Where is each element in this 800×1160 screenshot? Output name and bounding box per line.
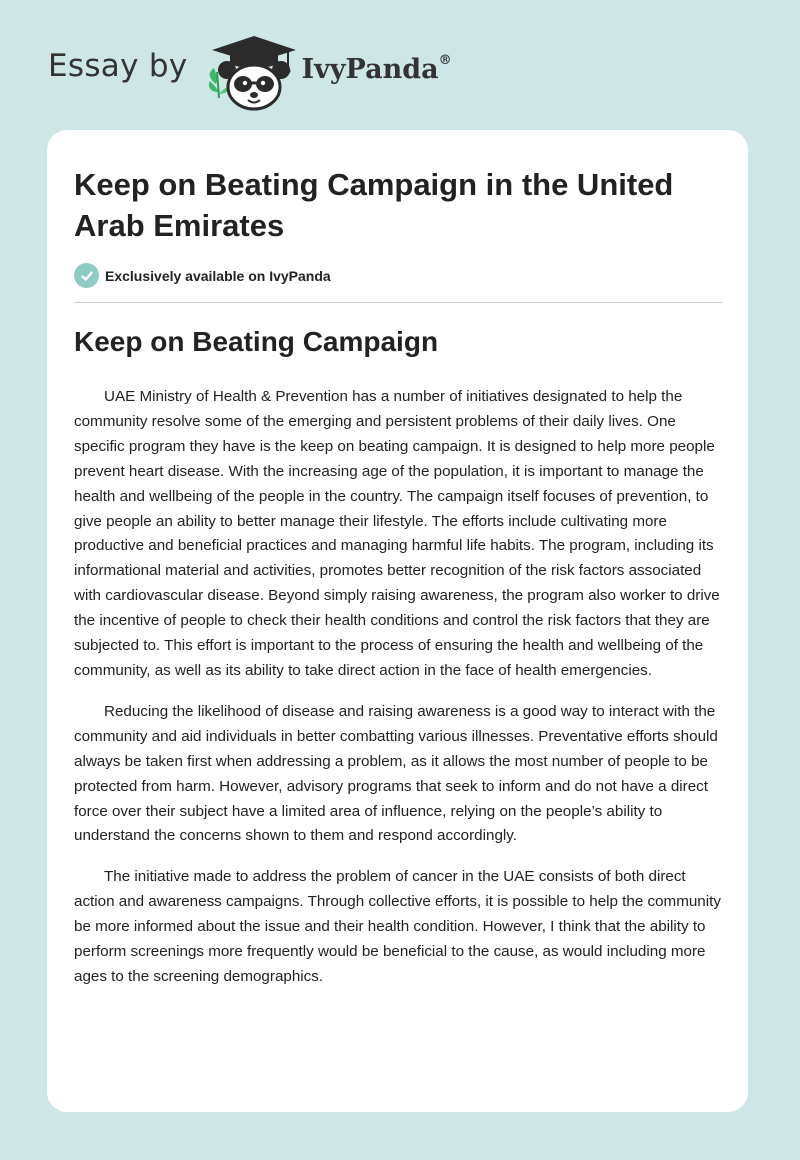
site-header [48,32,452,112]
section-heading: Keep on Beating Campaign [74,326,439,357]
paragraph: UAE Ministry of Health & Prevention has a number of initiatives designated to help the community resolve some of the emerging and persistent problems of their daily lives. One specific program they have is the keep on beating campaign. It is designed to help more people prevent heart disease. With the increasing age of the population, it is important to manage the health and wellbeing of the people in the country. The campaign itself focuses of prevention, to give people an ability to better manage their lifestyle. The efforts include cultivating more productive and beneficial practices and managing harmful life habits. The program, including its informational material and activities, promotes better recognition of the risk factors associated with cardiovascular disease. Beyond simply raising awareness, the program also worker to drive the incentive of people to check their health conditions and control the risk factors that they are subjected to. This effort is important to the process of ensuring the health and wellbeing of the community, as well as its ability to take direct action in the face of health emergencies. [74,388,720,679]
essay-body [74,385,725,1006]
exclusive-label: Exclusively available on IvyPanda [105,267,331,284]
paragraph: Reducing the likelihood of disease and raising awareness is a good way to interact with the community and aid individuals in better combatting various illnesses. Preventative efforts should always be taken first when addressing a problem, as it allows the most number of people to be protected from harm. However, advisory programs that seek to inform and do not have a direct force over their subject have a limited area of influence, relying on the people’s ability to understand the concerns shown to them and respond accordingly. [74,702,718,845]
check-icon [74,263,99,288]
page-title: Keep on Beating Campaign in the United Arab Emirates [74,167,674,243]
essay-card [47,130,748,1112]
essay-by-label: Essay by [48,48,188,84]
panda-logo-icon[interactable] [202,32,298,112]
exclusive-badge [74,263,331,288]
ivypanda-brand[interactable]: IvyPanda® [301,52,452,85]
divider [74,302,722,303]
paragraph: The initiative made to address the problem of cancer in the UAE consists of both direct action and awareness campaigns. Through collective efforts, it is possible to help the community be more informed about the issue and their health condition. However, I think that the ability to perform screenings more frequently would be beneficial to the cause, as would including more ages to the screening demographics. [74,868,721,985]
registered-mark: ® [438,52,452,68]
